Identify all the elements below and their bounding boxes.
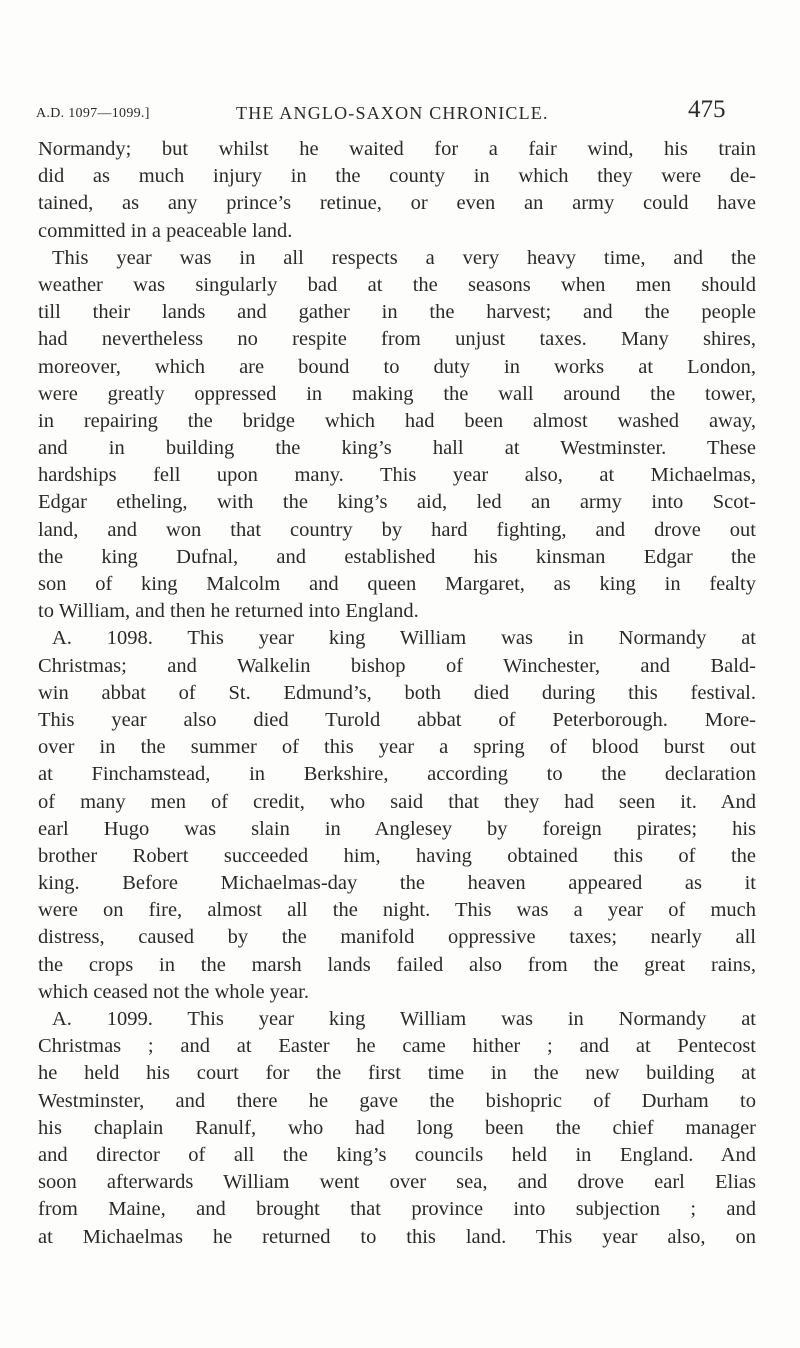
text-line: brother Robert succeeded him, having obtained this of the xyxy=(38,844,756,867)
running-head xyxy=(36,96,756,130)
text-line: A. 1098. This year king William was in Normandy at xyxy=(52,627,756,650)
text-line: at Michaelmas he returned to this land. This year also, on xyxy=(38,1225,756,1248)
text-line: Westminster, and there he gave the bishopric of Durham to xyxy=(38,1089,756,1112)
text-line: in repairing the bridge which had been almost washed away, xyxy=(38,409,756,432)
text-line: committed in a peaceable land. xyxy=(38,219,293,242)
text-line: tained, as any prince’s retinue, or even an army could have xyxy=(38,192,756,215)
text-line: weather was singularly bad at the seasons when men should xyxy=(38,273,756,296)
text-line: at Finchamstead, in Berkshire, according to the declaration xyxy=(38,763,756,786)
text-line: he held his court for the first time in the new building at xyxy=(38,1062,756,1085)
text-line: earl Hugo was slain in Anglesey by foreign pirates; his xyxy=(38,817,756,840)
text-line: and director of all the king’s councils held in England. And xyxy=(38,1143,756,1166)
text-line: A. 1099. This year king William was in Normandy at xyxy=(52,1008,756,1030)
text-line: Christmas ; and at Easter he came hither ; and at Pentecost xyxy=(38,1035,756,1058)
text-line: king. Before Michaelmas-day the heaven appeared as it xyxy=(38,872,756,895)
text-line: moreover, which are bound to duty in works at London, xyxy=(38,355,756,378)
text-line: were on fire, almost all the night. This was a year of much xyxy=(38,899,756,922)
text-line: which ceased not the whole year. xyxy=(38,980,309,1003)
text-line: son of king Malcolm and queen Margaret, as king in fealty xyxy=(38,573,756,595)
text-line: Normandy; but whilst he waited for a fair wind, his train xyxy=(38,138,756,160)
text-line: of many men of credit, who said that they had seen it. And xyxy=(38,790,756,813)
text-line: This year also died Turold abbat of Peterborough. More- xyxy=(38,708,756,731)
text-line: over in the summer of this year a spring of blood burst out xyxy=(38,736,756,759)
text-line: win abbat of St. Edmund’s, both died during this festival. xyxy=(38,681,756,704)
date-range: A.D. 1097—1099.] xyxy=(36,106,150,121)
text-line: were greatly oppressed in making the wall around the tower, xyxy=(38,382,756,405)
text-line: hardships fell upon many. This year also, at Michaelmas, xyxy=(38,464,756,487)
chapter-title: THE ANGLO-SAXON CHRONICLE. xyxy=(236,103,549,123)
text-line: had nevertheless no respite from unjust taxes. Many shires, xyxy=(38,328,756,351)
text-line: soon afterwards William went over sea, and drove earl Elias xyxy=(38,1171,756,1194)
body-text xyxy=(38,136,756,1251)
text-line: did as much injury in the county in which they were de- xyxy=(38,165,756,188)
text-line: land, and won that country by hard fighting, and drove out xyxy=(38,518,756,541)
text-line: the crops in the marsh lands failed also from the great rains, xyxy=(38,953,756,976)
text-line: his chaplain Ranulf, who had long been the chief manager xyxy=(38,1116,756,1139)
text-line: distress, caused by the manifold oppressive taxes; nearly all xyxy=(38,926,756,949)
text-line: the king Dufnal, and established his kinsman Edgar the xyxy=(38,545,756,568)
text-line: This year was in all respects a very heavy time, and the xyxy=(52,246,756,269)
text-line: to William, and then he returned into England. xyxy=(38,600,419,623)
page-number: 475 xyxy=(688,96,726,123)
text-line: from Maine, and brought that province into subjection ; and xyxy=(38,1198,756,1221)
text-line: Christmas; and Walkelin bishop of Winchester, and Bald- xyxy=(38,654,756,677)
text-line: Edgar etheling, with the king’s aid, led an army into Scot- xyxy=(38,491,756,514)
text-line: and in building the king’s hall at Westminster. These xyxy=(38,437,756,460)
text-line: till their lands and gather in the harvest; and the people xyxy=(38,301,756,324)
